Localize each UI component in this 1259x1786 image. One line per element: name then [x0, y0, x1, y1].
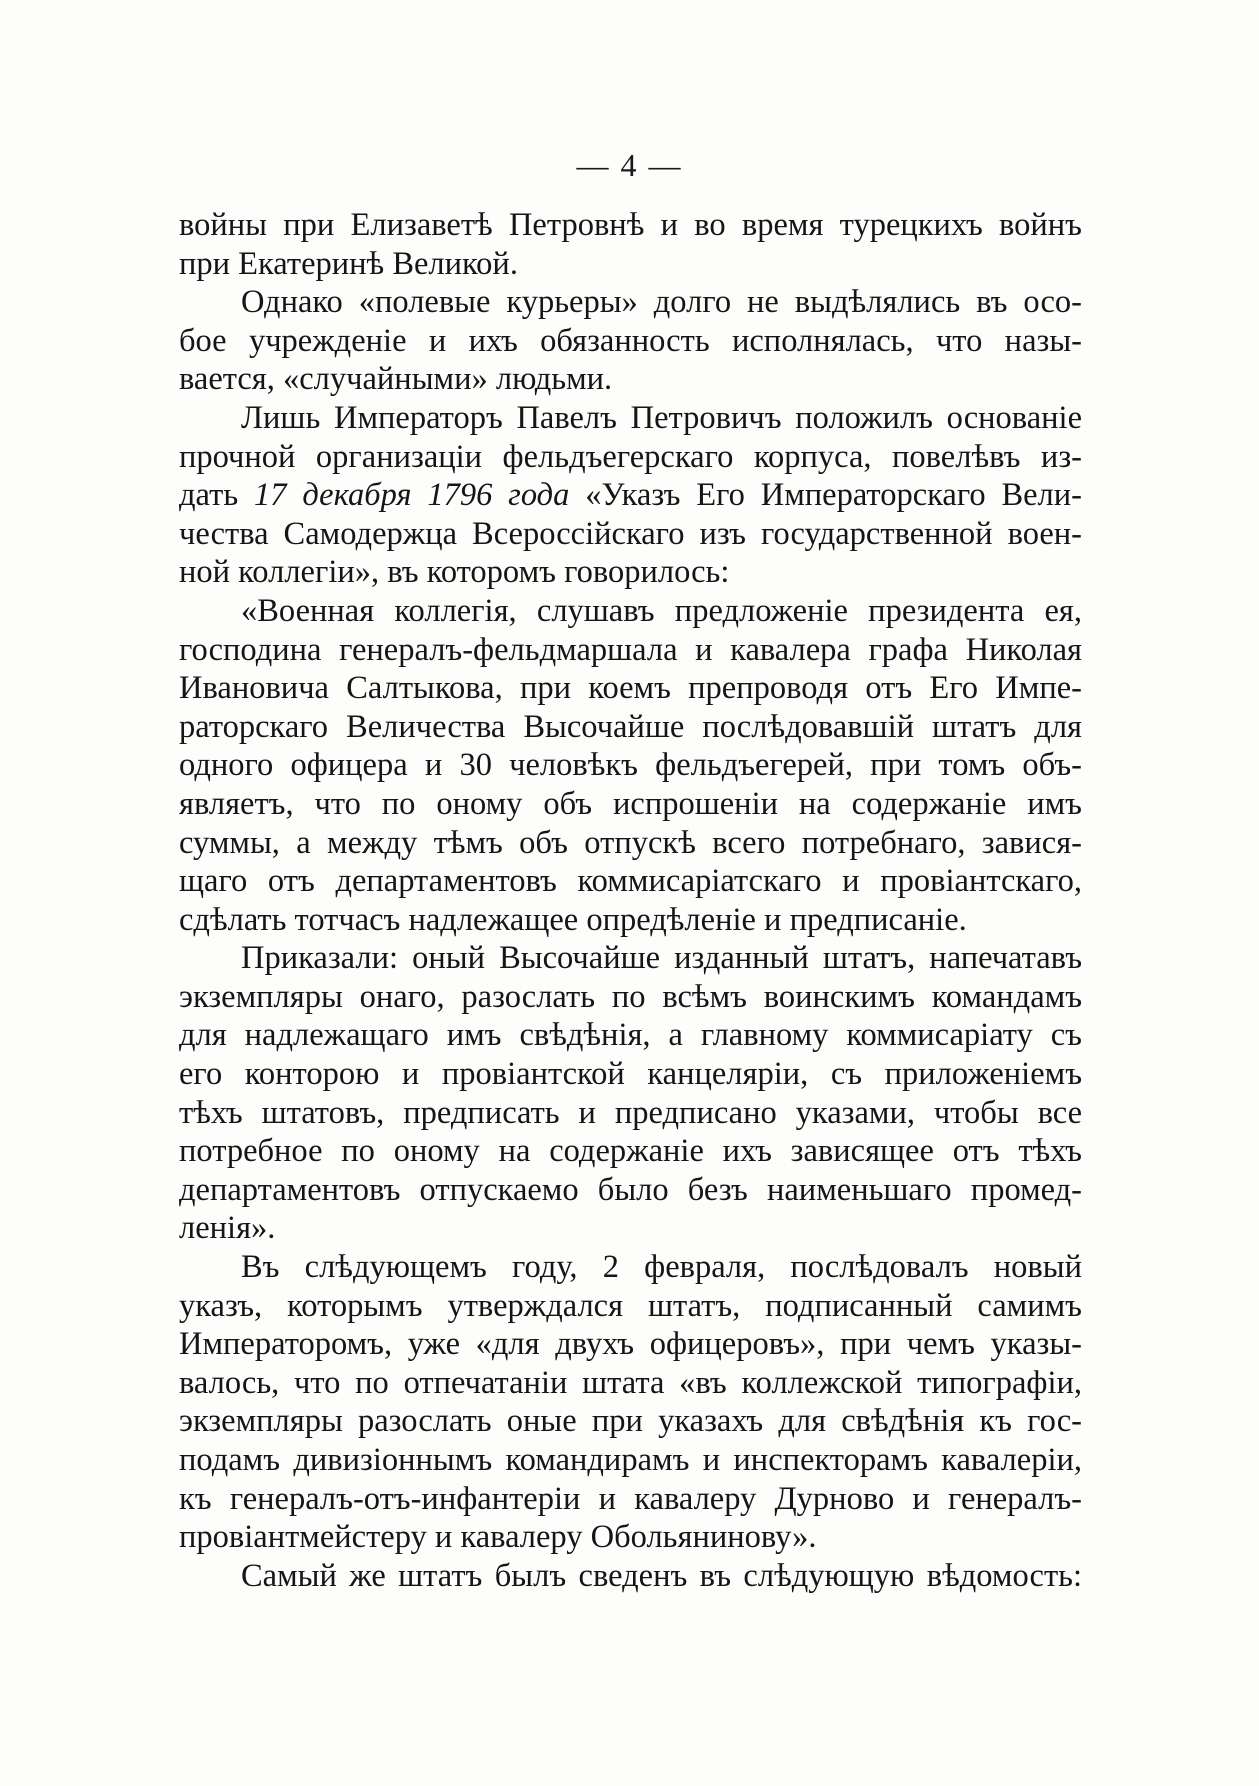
- text-line: одного офицера и 30 человѣкъ фельдъегерей, при томъ объ-: [179, 747, 1082, 784]
- page-number: — 4 —: [576, 147, 683, 183]
- text-line: ной коллегіи», въ которомъ говорилось:: [179, 554, 730, 591]
- text-line: войны при Елизаветѣ Петровнѣ и во время турецкихъ войнъ: [179, 207, 1082, 243]
- text-line: прочной организаціи фельдъегерскаго корпуса, повелѣвъ из-: [179, 438, 1082, 475]
- body-text: [179, 206, 1082, 1595]
- text-line: для надлежащаго имъ свѣдѣнія, а главному коммисаріату съ: [179, 1017, 1082, 1054]
- text-line: его конторою и провіантской канцеляріи, съ приложеніемъ: [179, 1056, 1082, 1093]
- text-line: дать 17 декабря 1796 года «Указъ Его Императорскаго Вели-: [179, 477, 1082, 514]
- text-line: раторскаго Величества Высочайше послѣдовавшій штатъ для: [179, 708, 1082, 745]
- text-line: департаментовъ отпускаемо было безъ наименьшаго промед-: [179, 1171, 1082, 1208]
- text-line: провіантмейстеру и кавалеру Обольянинову».: [179, 1519, 817, 1556]
- italic-date: 17 декабря 1796 года: [253, 477, 570, 514]
- text-line: Ивановича Салтыкова, при коемъ препроводя отъ Его Импе-: [179, 670, 1082, 707]
- text-line: господина генералъ-фельдмаршала и кавалера графа Николая: [179, 631, 1082, 668]
- text-line: сдѣлать тотчасъ надлежащее опредѣленіе и предписаніе.: [179, 901, 967, 938]
- text-line: бое учрежденіе и ихъ обязанность исполнялась, что назы-: [179, 322, 1082, 359]
- text-line: Императоромъ, уже «для двухъ офицеровъ», при чемъ указы-: [179, 1326, 1082, 1363]
- text-line: Однако «полевые курьеры» долго не выдѣлялись въ осо-: [241, 284, 1082, 321]
- text-line: подамъ дивизіоннымъ командирамъ и инспекторамъ кавалеріи,: [179, 1442, 1082, 1478]
- text-line: щаго отъ департаментовъ коммисаріатскаго и провіантскаго,: [179, 863, 1082, 900]
- text-line: при Екатеринѣ Великой.: [179, 245, 518, 282]
- text-line: суммы, а между тѣмъ объ отпускѣ всего потребнаго, завися-: [179, 824, 1082, 861]
- text-line: экземпляры разослать оные при указахъ для свѣдѣнія къ гос-: [179, 1403, 1082, 1440]
- text-line: чества Самодержца Всероссійскаго изъ государственной воен-: [179, 515, 1082, 552]
- text-line: тѣхъ штатовъ, предписать и предписано указами, чтобы все: [179, 1094, 1082, 1131]
- text-line: Самый же штатъ былъ сведенъ въ слѣдующую вѣдомость:: [241, 1557, 1082, 1594]
- text-line: къ генералъ-отъ-инфантеріи и кавалеру Дурново и генералъ-: [179, 1480, 1082, 1517]
- text-line: ленія».: [179, 1210, 276, 1247]
- text-line: являетъ, что по оному объ испрошеніи на содержаніе имъ: [179, 785, 1082, 822]
- text-line: экземпляры онаго, разослать по всѣмъ воинскимъ командамъ: [179, 978, 1082, 1015]
- text-line: валось, что по отпечатаніи штата «въ коллежской типографіи,: [179, 1364, 1082, 1401]
- text-line: указъ, которымъ утверждался штатъ, подписанный самимъ: [179, 1287, 1082, 1324]
- text-line: Приказали: оный Высочайше изданный штатъ, напечатавъ: [241, 940, 1082, 977]
- text-line: «Военная коллегія, слушавъ предложеніе президента ея,: [241, 592, 1082, 629]
- text-line: потребное по оному на содержаніе ихъ зависящее отъ тѣхъ: [179, 1133, 1082, 1170]
- text-line: Лишь Императоръ Павелъ Петровичъ положилъ основаніе: [241, 399, 1082, 436]
- text-line: Въ слѣдующемъ году, 2 февраля, послѣдовалъ новый: [241, 1249, 1082, 1286]
- text-line: вается, «случайными» людьми.: [179, 361, 613, 398]
